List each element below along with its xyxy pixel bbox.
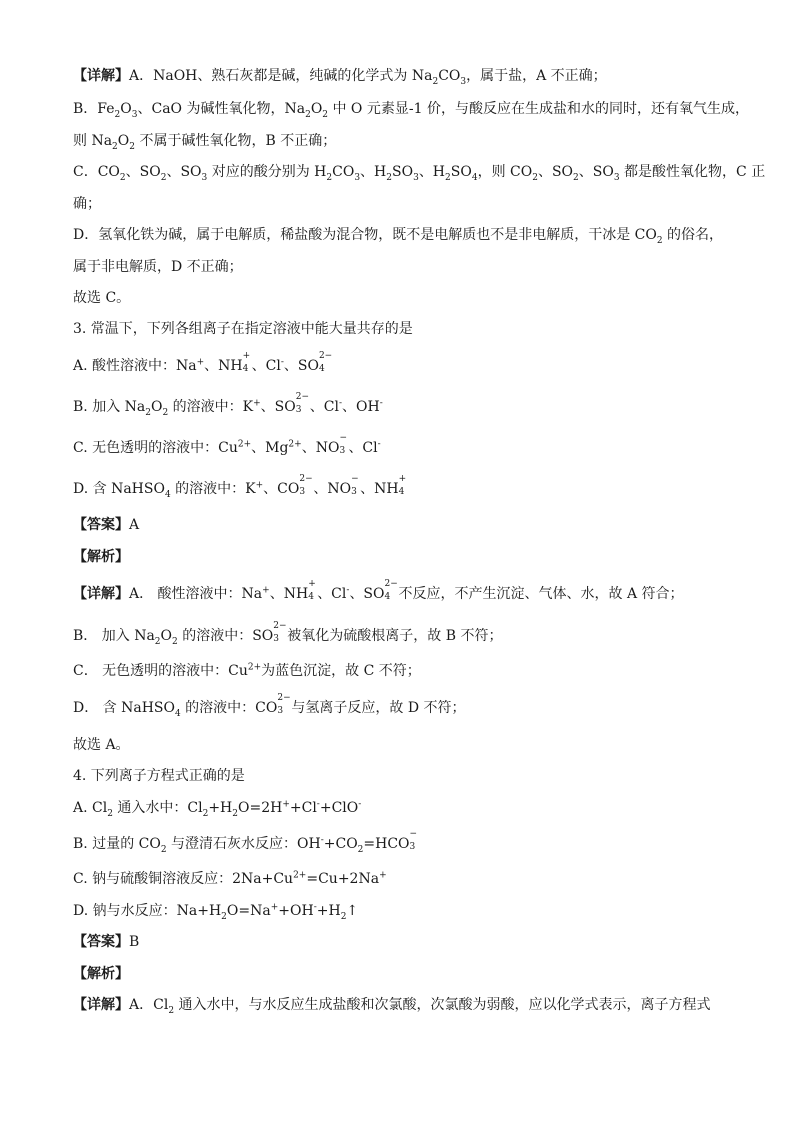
question-3-stem: 3. 常温下，下列各组离子在指定溶液中能大量共存的是 [73,321,413,337]
final-answer-q3: 故选 A。 [73,737,130,753]
question-4-option-a: A. $Cl_2$ 通入水中：$Cl_2+H_2O=2H^++Cl^-+ClO^-$ [73,799,362,819]
answer-q3: 【答案】A [73,517,140,533]
question-4-option-b: B. 过量的 $CO_2$ 与澄清石灰水反应：$OH^-+CO_2=HCO$ − 3 [73,829,418,855]
analysis-q4-label: 【解析】 [73,966,129,982]
analysis-q3-label: 【解析】 [73,549,129,565]
analysis-q2-c-1: C．$CO_2$、$SO_2$、$SO_3$ 对应的酸分别为 $H_2CO_3$、$H_2SO_3$、$H_2SO_4$，则 $CO_2$、$SO_2$、$SO_3$ 都是酸性氧化物，C 正 [73,164,766,183]
answer-q4: 【答案】B [73,934,140,950]
question-4-option-c: C. 钠与硫酸铜溶液反应：$2Na+Cu^{2+}=Cu+2Na^+$ [73,870,387,887]
question-3-option-b: B. 加入 $Na_2O_2$ 的溶液中：K+、SO 2− 3 、Cl-、OH- [73,392,383,418]
analysis-q4-a: 【详解】A．$Cl_2$ 通入水中，与水反应生成盐酸和次氯酸，次氯酸为弱酸，应以化学式表示，离子方程式 [73,997,711,1016]
analysis-q2-a: 【详解】A．NaOH、熟石灰都是碱，纯碱的化学式为 $Na_2CO_3$，属于盐，A 不正确； [73,68,607,87]
analysis-q3-c: C． 无色透明的溶液中：$Cu^{2+}$为蓝色沉淀，故 C 不符； [73,662,421,679]
analysis-q2-b-2: 则 $Na_2O_2$ 不属于碱性氧化物，B 不正确； [73,133,337,152]
analysis-q2-b-1: B．$Fe_2O_3$、CaO 为碱性氧化物，$Na_2O_2$ 中 O 元素显-1 价，与酸反应在生成盐和水的同时，还有氧气生成， [73,101,749,120]
question-3-option-d: D. 含 NaHSO$_4$ 的溶液中：K+、CO 2− 3 、NO − 3 、NH + 4 [73,474,407,500]
analysis-q2-c-2: 确； [73,196,101,212]
answer-q2: 故选 C。 [73,290,131,306]
analysis-q3-d: D． 含 NaHSO$_4$ 的溶液中：CO 2− 3 与氢离子反应，故 D 不符； [73,693,466,719]
question-3-option-a: A. 酸性溶液中：Na+、NH + 4 、Cl-、SO 2− 4 [73,351,333,374]
analysis-q2-d-1: D．氢氧化铁为碱，属于电解质，稀盐酸为混合物，既不是电解质也不是非电解质，干冰是 $CO_2$ 的俗名， [73,227,724,246]
analysis-q3-a: 【详解】A． 酸性溶液中：Na+、NH + 4 、Cl-、SO 2− 4 不反应，不产生沉淀、气体、水，故 A 符合； [73,579,684,602]
analysis-q3-b: B． 加入 $Na_2O_2$ 的溶液中：SO 2− 3 被氧化为硫酸根离子，故 B 不符； [73,621,503,647]
analysis-q2-d-2: 属于非电解质，D 不正确； [73,259,243,275]
question-4-option-d: D. 钠与水反应：$Na+H_2O=Na^++OH^-+H_2↑$ [73,902,359,922]
question-3-option-c: C. 无色透明的溶液中：$Cu^{2+}$、$Mg^{2+}$、NO − 3 、Cl- [73,433,381,456]
question-4-stem: 4. 下列离子方程式正确的是 [73,768,245,784]
